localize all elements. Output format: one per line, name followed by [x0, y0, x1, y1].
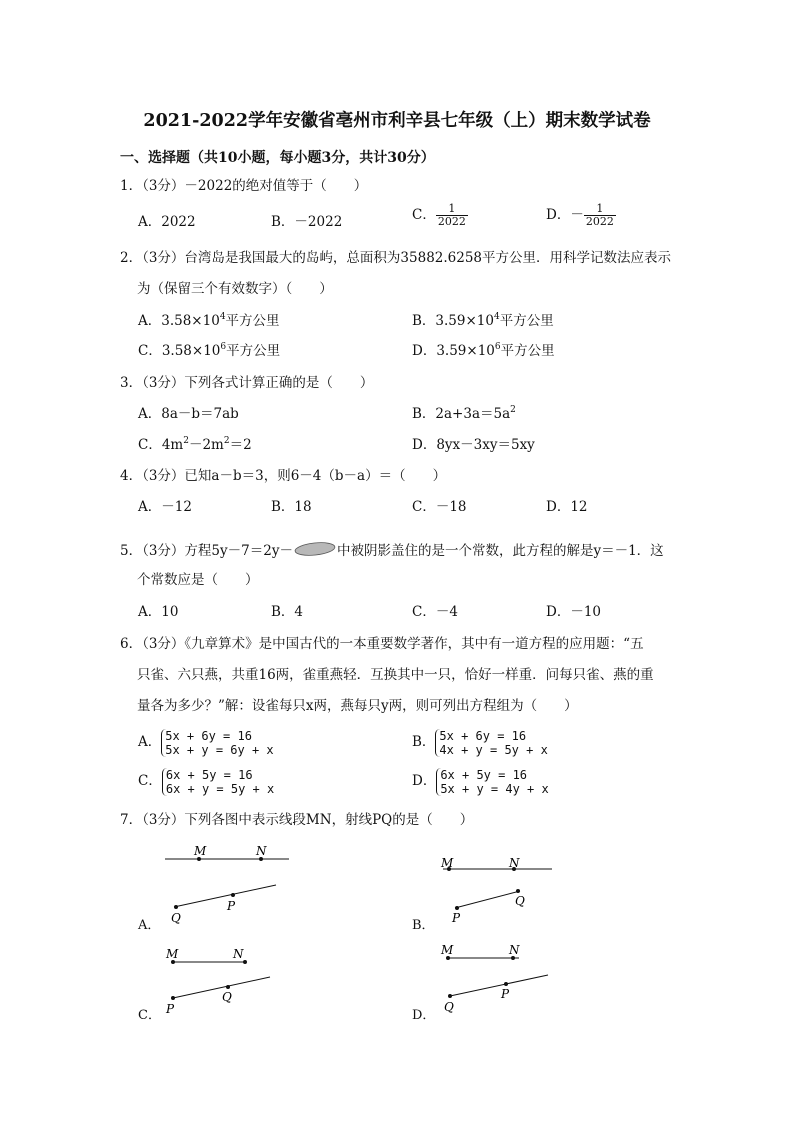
q6-line3: 量各为多少？”解：设雀每只x两，燕每只y两，则可列出方程组为（ ）	[137, 698, 578, 714]
q5-line1: 5．（3分）方程5y－7＝2y－ 中被阴影盖住的是一个常数，此方程的解是y＝－1．这	[120, 540, 664, 563]
label-p: P	[227, 899, 236, 913]
q2-option-c: C．$3.58\times 10^6$平方公里	[138, 342, 281, 359]
q4-option-d: D．12	[546, 499, 588, 515]
q3-option-d: D．8yx－3xy＝5xy	[412, 437, 535, 453]
label-q: Q	[222, 990, 232, 1004]
segment-pq	[455, 891, 520, 908]
label-m: M	[166, 947, 179, 961]
q1-stem: 1．（3分）－2022的绝对值等于（ ）	[120, 178, 368, 194]
q2-option-d: D．$3.59\times 10^6$平方公里	[412, 342, 555, 359]
q7-figure-d	[435, 935, 565, 1020]
label-n: N	[233, 947, 244, 961]
q7-figure-a	[160, 840, 300, 930]
q5-option-a: A．10	[138, 604, 179, 620]
point-q	[448, 994, 452, 998]
label-m: M	[194, 844, 207, 858]
q2-line1: 2．（3分）台湾岛是我国最大的岛屿，总面积为35882.6258平方公里．用科学记数法应表示	[120, 250, 672, 266]
q6-option-c: C． 6x + 5y = 16 6x + y = 5y + x	[138, 767, 275, 796]
q1-option-c: C． $\frac{1}{2022}$	[412, 202, 466, 228]
q6-line2: 只雀、六只燕，共重16两，雀重燕轻．互换其中一只，恰好一样重．问每只雀、燕的重	[137, 667, 654, 683]
q6-d-system: 6x + 5y = 16 5x + y = 4y + x	[436, 768, 548, 796]
q6-line1: 6．（3分）《九章算术》是中国古代的一本重要数学著作，其中有一道方程的应用题：“五	[120, 636, 644, 652]
q1-d-fraction: $\frac{1}{2022}$	[585, 202, 614, 228]
label-p: P	[501, 987, 510, 1001]
q2-option-a: A．$3.58\times 10^4$平方公里	[138, 312, 280, 329]
q3-option-b: B．$2a+3a=5a^2$	[412, 405, 516, 422]
q4-option-a: A．－12	[138, 499, 192, 515]
point-p	[171, 996, 175, 1000]
label-p: P	[166, 1002, 175, 1016]
point-p	[504, 982, 508, 986]
q3-option-a: A．8a－b＝7ab	[138, 406, 239, 422]
q4-option-c: C．－18	[412, 499, 467, 515]
q7-option-d: D．	[412, 1008, 436, 1023]
label-n: N	[256, 844, 267, 858]
q5-line2: 个常数应是（ ）	[137, 572, 259, 588]
q6-b-system: 5x + 6y = 16 4x + y = 5y + x	[435, 729, 547, 757]
q7-option-a: A．	[138, 918, 161, 933]
ray-line	[450, 975, 548, 996]
q2-option-b: B．$3.59\times 10^4$平方公里	[412, 312, 554, 329]
label-q: Q	[171, 911, 181, 925]
q3-option-c: C．$4m^2-2m^2=2$	[138, 436, 252, 453]
q4-stem: 4．（3分）已知a－b＝3，则6－4（b－a）＝（ ）	[120, 468, 447, 484]
q6-option-a: A． 5x + 6y = 16 5x + y = 6y + x	[138, 728, 274, 757]
q2-line2: 为（保留三个有效数字）（ ）	[137, 281, 333, 297]
label-m: M	[441, 943, 454, 957]
label-q: Q	[515, 894, 525, 908]
point-q	[174, 905, 178, 909]
q6-option-b: B． 5x + 6y = 16 4x + y = 5y + x	[412, 728, 548, 757]
point-q	[516, 889, 520, 893]
label-n: N	[509, 856, 520, 870]
q6-option-d: D． 6x + 5y = 16 5x + y = 4y + x	[412, 767, 549, 796]
q7-figure-b	[435, 850, 565, 930]
shaded-ellipse	[293, 540, 337, 563]
q6-a-system: 5x + 6y = 16 5x + y = 6y + x	[161, 729, 273, 757]
q1-c-fraction: $\frac{1}{2022}$	[437, 202, 466, 228]
q7-stem: 7．（3分）下列各图中表示线段MN，射线PQ的是（ ）	[120, 812, 474, 828]
q7-figure-c	[160, 940, 290, 1020]
point-p	[231, 893, 235, 897]
q5-option-b: B．4	[271, 604, 304, 620]
point-n	[243, 960, 247, 964]
q1-option-a: A．2022	[138, 214, 196, 230]
q1-option-d: D．－ $\frac{1}{2022}$	[546, 202, 614, 228]
section-heading: 一、选择题（共10小题，每小题3分，共计30分）	[120, 150, 435, 166]
q6-c-system: 6x + 5y = 16 6x + y = 5y + x	[162, 768, 274, 796]
q4-option-b: B．18	[271, 499, 312, 515]
q7-option-c: C．	[138, 1008, 161, 1023]
point-q	[226, 985, 230, 989]
q5-option-c: C．－4	[412, 604, 458, 620]
page-title: 2021-2022学年安徽省亳州市利辛县七年级（上）期末数学试卷	[143, 111, 651, 131]
q7-option-b: B．	[412, 918, 435, 933]
ray-line	[174, 885, 276, 907]
label-q: Q	[444, 1000, 454, 1014]
point-p	[455, 906, 459, 910]
q3-stem: 3．（3分）下列各式计算正确的是（ ）	[120, 375, 374, 391]
q5-option-d: D．－10	[546, 604, 602, 620]
label-m: M	[441, 856, 454, 870]
label-p: P	[452, 911, 461, 925]
q1-option-b: B．－2022	[271, 214, 343, 230]
label-n: N	[509, 943, 520, 957]
